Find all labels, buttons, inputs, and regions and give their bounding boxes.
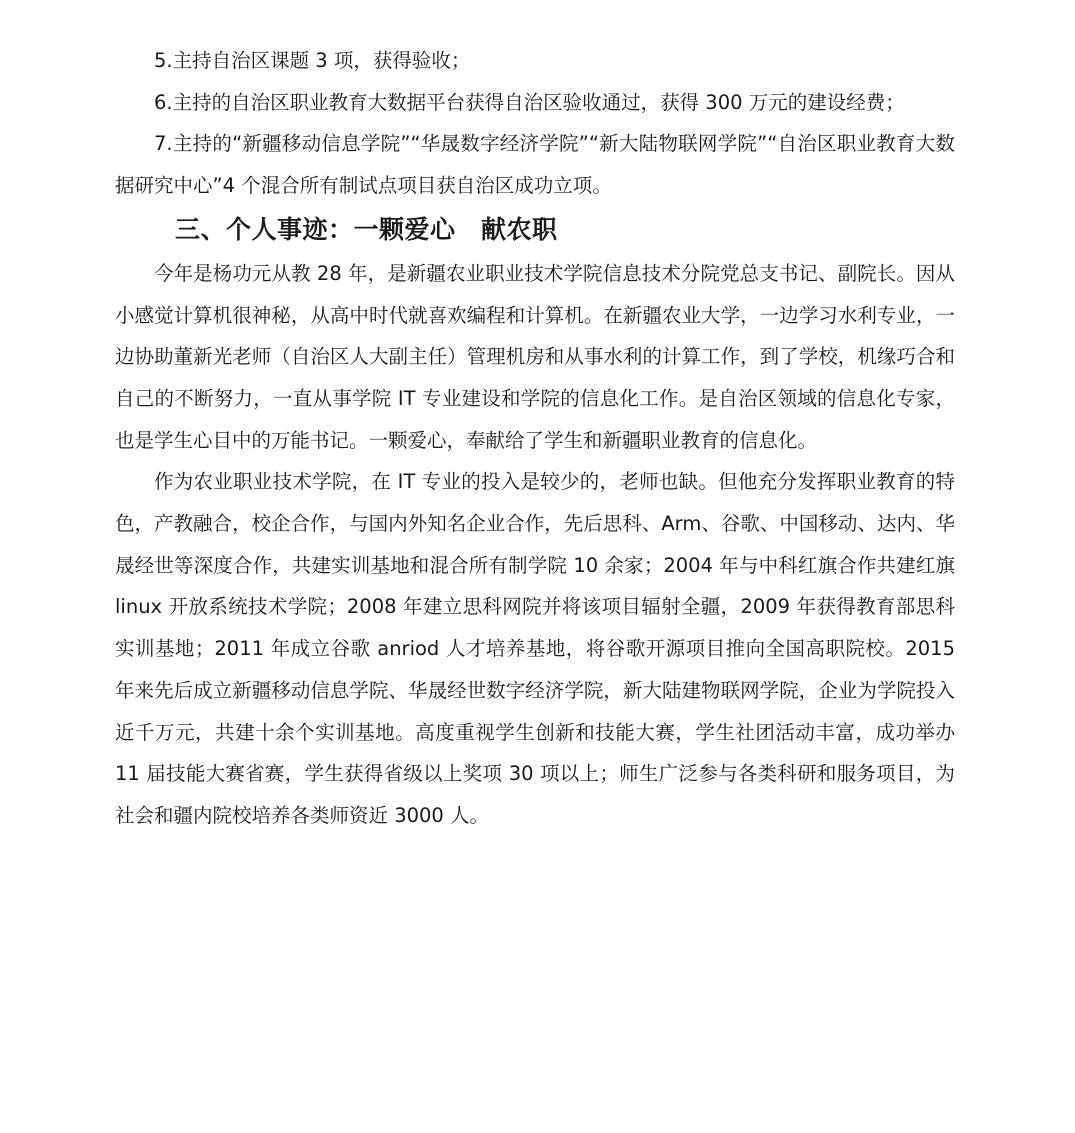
list-item-6: 6.主持的自治区职业教育大数据平台获得自治区验收通过，获得 300 万元的建设经费； [154, 90, 905, 114]
section-heading: 三、个人事迹：一颗爱心 献农职 [175, 214, 558, 244]
document-page [115, 40, 955, 837]
list-item-5: 5.主持自治区课题 3 项，获得验收； [154, 49, 471, 72]
body-paragraph-2: 作为农业职业技术学院，在 IT 专业的投入是较少的，老师也缺。但他充分发挥职业教育的特色，产教融合，校企合作，与国内外知名企业合作，先后思科、Arm、谷歌、中国移动、达内、华晟经世等深度合作，共建实训基地和混合所有制学院 10 余家；2004 年与中科红旗合作共建红旗 linux 开放系统技术学院；2008 年建立思科网院并将该项目辐射全疆，2009 年获得教育部思科实训基地；2011 年成立谷歌 anriod 人才培养基地，将谷歌开源项目推向全国高职院校。2015 年来先后成立新疆移动信息学院、华晟经世数字经济学院，新大陆建物联网学院，企业为学院投入近千万元，共建十余个实训基地。高度重视学生创新和技能大赛，学生社团活动丰富，成功举办 11 届技能大赛省赛，学生获得省级以上奖项 30 项以上；师生广泛参与各类科研和服务项目，为社会和疆内院校培养各类师资近 3000 人。 [115, 470, 955, 827]
body-paragraph-1: 今年是杨功元从教 28 年，是新疆农业职业技术学院信息技术分院党总支书记、副院长。因从小感觉计算机很神秘，从高中时代就喜欢编程和计算机。在新疆农业大学，一边学习水利专业，一边协助董新光老师（自治区人大副主任）管理机房和从事水利的计算工作，到了学校，机缘巧合和自己的不断努力，一直从事学院 IT 专业建设和学院的信息化工作。是自治区领域的信息化专家，也是学生心目中的万能书记。一颗爱心，奉献给了学生和新疆职业教育的信息化。 [115, 261, 955, 452]
list-item-7: 7.主持的“新疆移动信息学院”“华晟数字经济学院”“新大陆物联网学院”“自治区职业教育大数据研究中心”4 个混合所有制试点项目获自治区成功立项。 [115, 132, 955, 198]
